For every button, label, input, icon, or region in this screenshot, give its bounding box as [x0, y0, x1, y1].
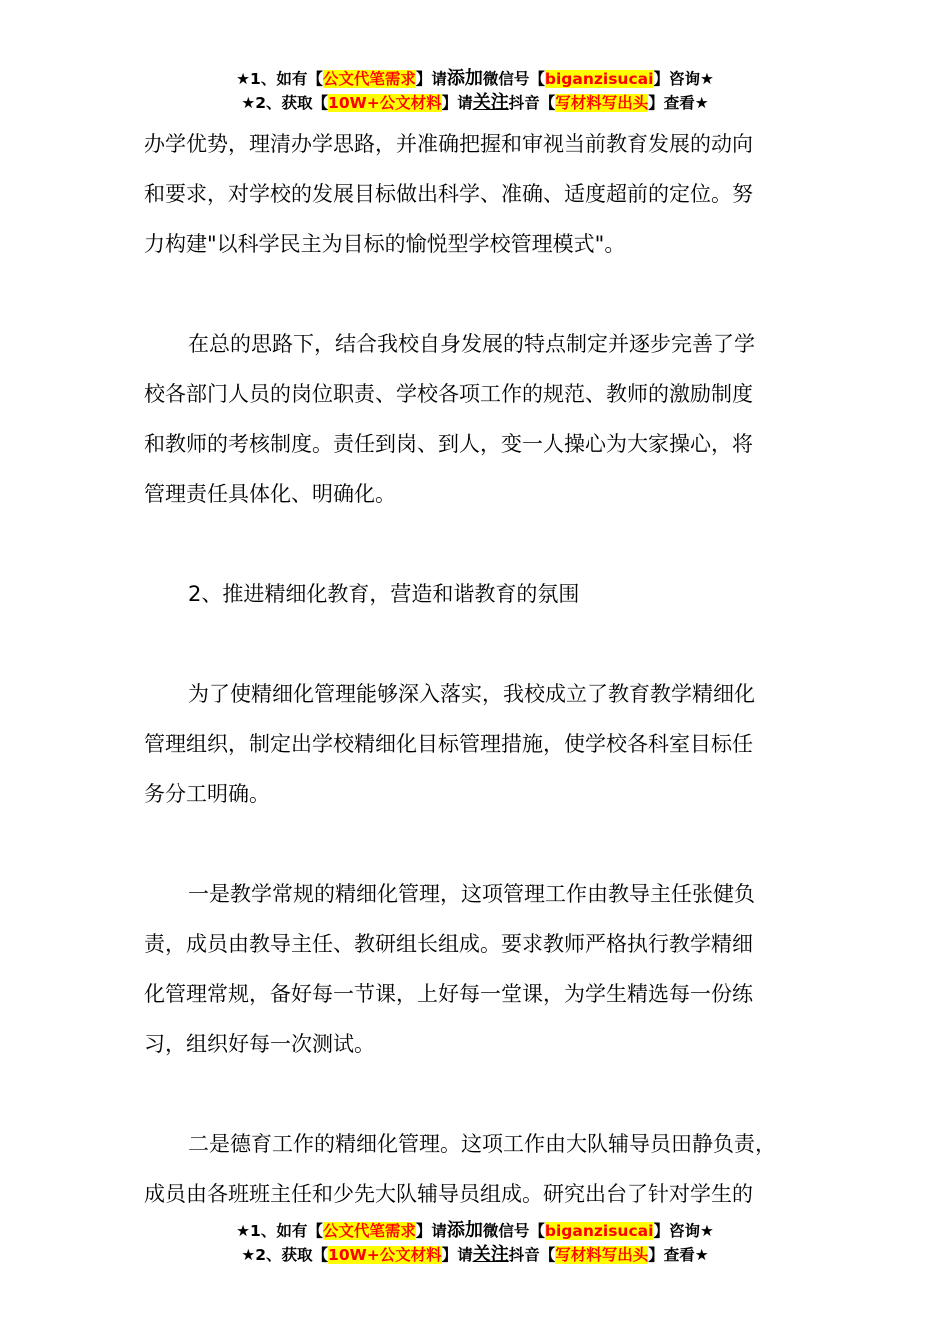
paragraph	[144, 669, 834, 819]
banner-line-1	[0, 67, 950, 91]
banner-emphasis: 关注	[472, 1244, 509, 1265]
douyin-id-highlight: 写材料写出头	[555, 1246, 649, 1264]
banner-text: 】查看★	[648, 1246, 709, 1264]
banner-text: 抖音【	[508, 94, 556, 112]
text-line: 化管理常规，备好每一节课，上好每一堂课，为学生精选每一份练	[144, 982, 753, 1006]
text-line: 成员由各班班主任和少先大队辅导员组成。研究出台了针对学生的	[144, 1182, 753, 1206]
document-body	[144, 119, 834, 1219]
banner-text: ★1、如有【	[236, 1222, 323, 1240]
banner-text: 】请	[441, 1246, 473, 1264]
text-line: 管理组织，制定出学校精细化目标管理措施，使学校各科室目标任	[144, 732, 753, 756]
banner-highlight: 公文代笔需求	[322, 70, 416, 88]
banner-text: 】请	[441, 94, 473, 112]
douyin-id-highlight: 写材料写出头	[555, 94, 649, 112]
banner-highlight: 10W+公文材料	[328, 1246, 442, 1264]
text-line: 务分工明确。	[144, 782, 270, 806]
banner-text: 微信号【	[482, 1222, 545, 1240]
banner-text: 微信号【	[482, 70, 545, 88]
text-line: 和要求，对学校的发展目标做出科学、准确、适度超前的定位。努	[144, 182, 753, 206]
text-line: 一是教学常规的精细化管理，这项管理工作由教导主任张健负	[188, 882, 755, 906]
text-line: 2、推进精细化教育，营造和谐教育的氛围	[188, 582, 580, 606]
wechat-id-highlight: biganzisucai	[544, 1222, 654, 1240]
banner-highlight: 公文代笔需求	[322, 1222, 416, 1240]
text-line: 二是德育工作的精细化管理。这项工作由大队辅导员田静负责，	[188, 1132, 776, 1156]
banner-highlight: 10W+公文材料	[328, 94, 442, 112]
header-banner	[0, 67, 950, 115]
banner-text: 】请	[415, 70, 447, 88]
section-heading	[144, 569, 834, 619]
text-line: 习，组织好每一次测试。	[144, 1032, 375, 1056]
paragraph	[144, 869, 834, 1069]
banner-line-2	[0, 1243, 950, 1267]
paragraph	[144, 119, 834, 269]
text-line: 力构建"以科学民主为目标的愉悦型学校管理模式"。	[144, 232, 626, 256]
banner-line-2	[0, 91, 950, 115]
footer-banner	[0, 1219, 950, 1267]
paragraph	[144, 1119, 834, 1219]
text-line: 和教师的考核制度。责任到岗、到人，变一人操心为大家操心，将	[144, 432, 753, 456]
banner-emphasis: 关注	[472, 92, 509, 113]
text-line: 校各部门人员的岗位职责、学校各项工作的规范、教师的激励制度	[144, 382, 753, 406]
banner-text: 】咨询★	[653, 70, 714, 88]
banner-text: ★2、获取【	[241, 1246, 329, 1264]
banner-text: 】查看★	[648, 94, 709, 112]
text-line: 为了使精细化管理能够深入落实，我校成立了教育教学精细化	[188, 682, 755, 706]
banner-text: ★2、获取【	[241, 94, 329, 112]
banner-text: 】咨询★	[653, 1222, 714, 1240]
banner-text: ★1、如有【	[236, 70, 323, 88]
text-line: 在总的思路下，结合我校自身发展的特点制定并逐步完善了学	[188, 332, 755, 356]
banner-emphasis: 添加	[446, 68, 483, 89]
wechat-id-highlight: biganzisucai	[544, 70, 654, 88]
banner-text: 抖音【	[508, 1246, 556, 1264]
banner-text: 】请	[415, 1222, 447, 1240]
text-line: 管理责任具体化、明确化。	[144, 482, 396, 506]
banner-line-1	[0, 1219, 950, 1243]
paragraph	[144, 319, 834, 519]
text-line: 责，成员由教导主任、教研组长组成。要求教师严格执行教学精细	[144, 932, 753, 956]
text-line: 办学优势，理清办学思路，并准确把握和审视当前教育发展的动向	[144, 132, 753, 156]
banner-emphasis: 添加	[446, 1220, 483, 1241]
